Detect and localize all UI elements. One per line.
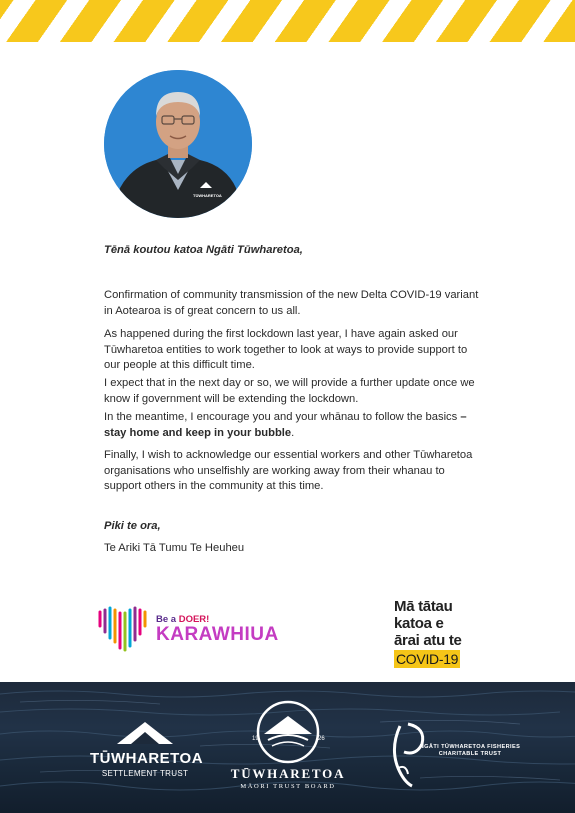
trust-board-year-right: 26 xyxy=(318,736,325,742)
slogan-line-3: ārai atu te xyxy=(394,632,462,649)
karawhiua-wordmark: KARAWHIUA xyxy=(156,624,279,645)
settlement-trust-logo xyxy=(90,720,204,778)
maori-trust-board-sub: MĀORI TRUST BOARD xyxy=(240,783,336,790)
hazard-stripe-banner xyxy=(0,0,575,42)
maori-trust-board-logo xyxy=(230,700,346,790)
paragraph-1: Confirmation of community transmission of the new Delta COVID-19 variant in Aotearoa is of great concern to us all. xyxy=(104,289,479,317)
maori-trust-board-name: TŪWHARETOA xyxy=(230,766,346,781)
slogan-line-1: Mā tātau xyxy=(394,598,453,615)
slogan-line-2: katoa e xyxy=(394,615,444,632)
paragraph-4-end: . xyxy=(291,426,295,439)
paragraph-5: Finally, I wish to acknowledge our essential workers and other Tūwharetoa organisations who unselfishly are working away from their whanau to support others in the community at this time. xyxy=(104,449,473,492)
settlement-trust-name: TŪWHARETOA xyxy=(90,750,204,767)
paragraph-4-text: In the meantime, I encourage you and your whānau to follow the basics xyxy=(104,411,461,423)
trust-board-year-left: 19 xyxy=(252,736,259,742)
greeting: Tēnā koutou katoa Ngāti Tūwharetoa, xyxy=(104,244,303,256)
karawhiua-heart-icon xyxy=(96,604,152,654)
paragraph-4-emphasis: – stay home and keep in your bubble xyxy=(104,411,467,439)
jacket-logo-text: TŪWHARETOA xyxy=(193,193,222,198)
fisheries-trust-name: NGĀTI TŪWHARETOA FISHERIES CHARITABLE TRUST xyxy=(419,744,521,757)
portrait-photo xyxy=(104,70,252,218)
karawhiua-tag-doer: DOER! xyxy=(178,614,210,625)
mountain-icon xyxy=(115,720,175,746)
settlement-trust-sub: SETTLEMENT TRUST xyxy=(101,769,189,778)
karawhiua-logo xyxy=(96,604,286,654)
paragraph-4 xyxy=(104,410,484,441)
fisheries-trust-logo xyxy=(386,718,521,790)
signature: Te Ariki Tā Tumu Te Heuheu xyxy=(104,542,245,554)
covid-19-badge: COVID-19 xyxy=(396,651,459,667)
covid-slogan-logo xyxy=(394,598,484,669)
paragraph-2: As happened during the first lockdown last year, I have again asked our Tūwharetoa entities to work together to look at ways to provide support to our people at this difficult time. xyxy=(104,328,468,371)
paragraph-3: I expect that in the next day or so, we will provide a further update once we know if government will be extending the lockdown. xyxy=(104,377,475,405)
sign-off: Piki te ora, xyxy=(104,520,161,532)
karawhiua-tag-prefix: Be a xyxy=(156,614,179,625)
trust-board-seal-icon xyxy=(254,700,322,764)
